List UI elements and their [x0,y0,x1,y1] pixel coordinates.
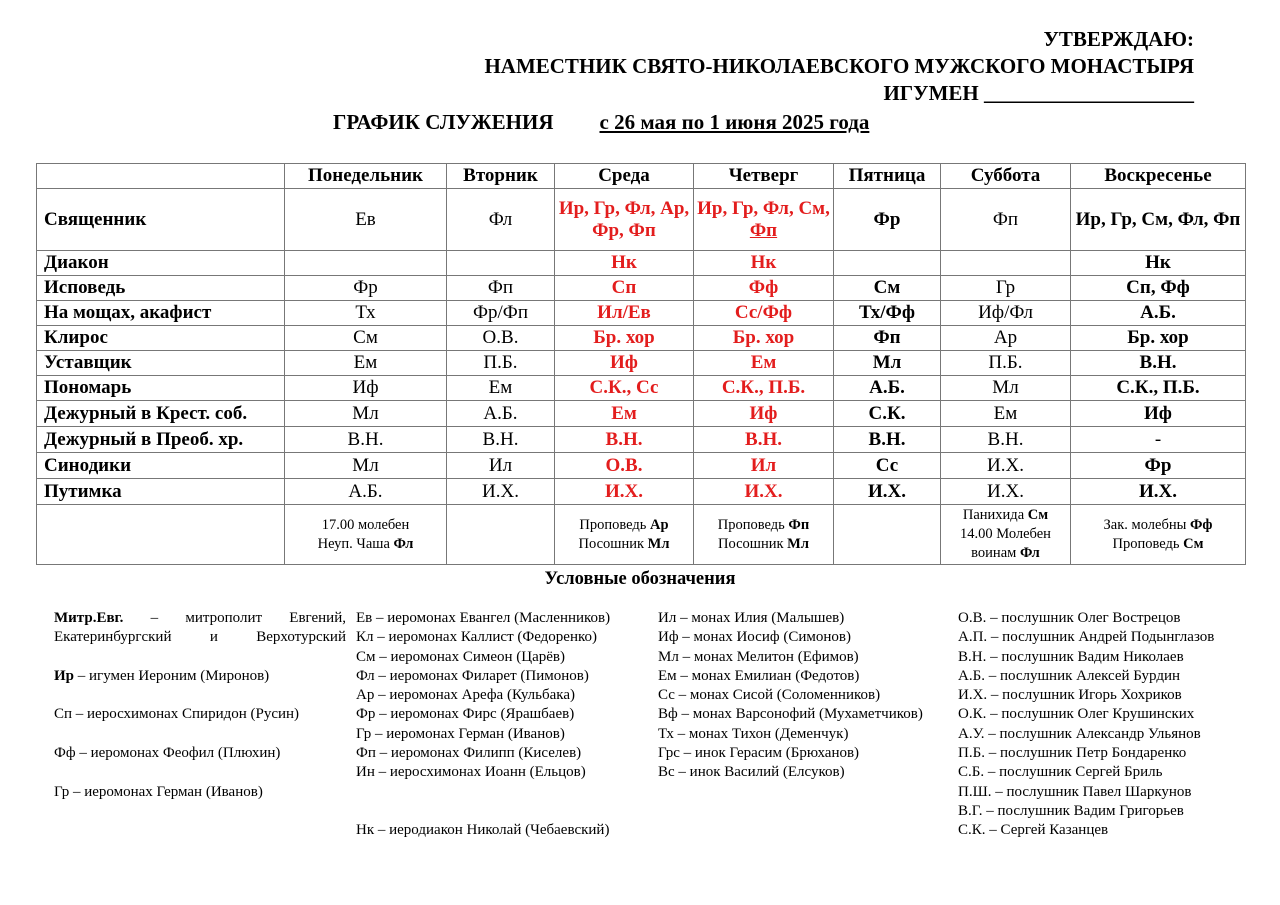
cell-wednesday: И.Х. [555,479,694,505]
cell-saturday: И.Х. [941,479,1071,505]
row-label: Диакон [37,251,285,276]
cell-wednesday: В.Н. [555,427,694,453]
document-title: ГРАФИК СЛУЖЕНИЯ [333,110,554,134]
cell-monday [285,251,447,276]
cell-saturday: Ар [941,326,1071,351]
schedule-period: с 26 мая по 1 июня 2025 года [599,110,870,134]
cell-thursday: Ем [694,351,834,376]
cell-tuesday: Фл [447,189,555,251]
cell-tuesday: П.Б. [447,351,555,376]
row-label: Уставщик [37,351,285,376]
legend-text: – игумен Иероним (Миронов) [74,667,270,684]
cell-tuesday: И.Х. [447,479,555,505]
cell-thursday: Сс/Фф [694,301,834,326]
legend-entry: Сс – монах Сисой (Соломенников) [658,687,881,704]
day-header-wednesday: Среда [555,164,694,189]
cell-tuesday: Фп [447,276,555,301]
cell-monday: Тх [285,301,447,326]
table-row-deacon [37,251,1246,276]
note-person: Фп [788,516,810,533]
cell-wednesday: Ем [555,401,694,427]
table-row-relics-akathist [37,301,1246,326]
note-saturday [941,505,1071,565]
legend-column-clergy [54,609,346,802]
note-person: Фф [1189,516,1213,533]
cell-thursday-underlined: Фп [749,219,778,241]
legend-column-novices [958,609,1214,841]
row-label: Священник [37,189,285,251]
legend-entry: С.К. – Сергей Казанцев [958,822,1109,839]
note-line [941,506,1070,525]
day-header-sunday: Воскресенье [1071,164,1246,189]
table-row-synodiki [37,453,1246,479]
cell-monday: Иф [285,376,447,401]
legend-entry: О.В. – послушник Олег Вострецов [958,610,1181,626]
note-line [941,544,1070,563]
approver-rank-signature-line: ИГУМЕН ____________________ [883,81,1194,105]
service-schedule-table [36,163,1246,565]
cell-friday: Фп [834,326,941,351]
note-text: Панихида [962,507,1028,523]
note-line [555,535,693,554]
legend-entry: Гр – иеромонах Герман (Иванов) [54,783,263,800]
note-tuesday [447,505,555,565]
legend-entry: Фр – иеромонах Фирс (Ярашбаев) [356,706,575,723]
note-person: Мл [647,535,670,552]
cell-sunday: - [1071,427,1246,453]
legend-entry: П.Б. – послушник Петр Бондаренко [958,745,1187,762]
cell-monday: Ем [285,351,447,376]
legend-entry [54,609,346,648]
legend-text: – митрополит Евгений, Екатеринбургский и Верхотурский [54,610,346,646]
legend-entry: Иф – монах Иосиф (Симонов) [658,629,851,646]
row-label: Исповедь [37,276,285,301]
header-corner [37,164,285,189]
cell-thursday: Бр. хор [694,326,834,351]
cell-sunday: Бр. хор [1071,326,1246,351]
legend-abbr: Ир [54,667,75,684]
note-line: 17.00 молебен [321,516,410,533]
cell-saturday: Гр [941,276,1071,301]
cell-thursday: Иф [694,401,834,427]
cell-saturday: Ем [941,401,1071,427]
legend-entry: Вс – инок Василий (Елсуков) [658,764,845,781]
note-line [285,535,446,554]
table-row-kliros [37,326,1246,351]
cell-friday: См [834,276,941,301]
document-title-row [333,110,869,135]
note-text: Проповедь [579,516,651,533]
cell-saturday: Фп [941,189,1071,251]
cell-thursday-text: Ир, Гр, Фл, См, [697,197,830,219]
cell-wednesday: Ил/Ев [555,301,694,326]
row-label: Путимка [37,479,285,505]
note-line: 14.00 Молебен [960,526,1051,542]
table-row-priest [37,189,1246,251]
cell-monday: Ев [285,189,447,251]
legend-entry: Фф – иеромонах Феофил (Плюхин) [54,745,281,762]
cell-wednesday: Ир, Гр, Фл, Ар, Фр, Фп [555,189,694,251]
cell-wednesday: Иф [555,351,694,376]
cell-wednesday: Сп [555,276,694,301]
cell-tuesday: Ем [447,376,555,401]
day-header-tuesday: Вторник [447,164,555,189]
legend-entry: Грс – инок Герасим (Брюханов) [658,745,860,762]
legend-entry: В.Г. – послушник Вадим Григорьев [958,802,1184,819]
cell-friday: А.Б. [834,376,941,401]
legend-entry: П.Ш. – послушник Павел Шаркунов [958,783,1192,800]
cell-sunday: И.Х. [1071,479,1246,505]
day-header-friday: Пятница [834,164,941,189]
table-row-duty-cross-cathedral [37,401,1246,427]
note-wednesday [555,505,694,565]
legend-entry: А.Б. – послушник Алексей Бурдин [958,667,1181,684]
note-line [555,516,693,535]
cell-saturday: В.Н. [941,427,1071,453]
cell-thursday: И.Х. [694,479,834,505]
legend-entry: Гр – иеромонах Герман (Иванов) [356,725,565,742]
cell-saturday: И.Х. [941,453,1071,479]
note-line [694,516,833,535]
table-row-confession [37,276,1246,301]
cell-monday: Мл [285,401,447,427]
legend-entry: Нк – иеродиакон Николай (Чебаевский) [356,822,610,839]
cell-sunday: А.Б. [1071,301,1246,326]
note-person: Фл [1019,545,1040,561]
note-thursday [694,505,834,565]
cell-thursday: Нк [694,251,834,276]
note-person: Фл [393,535,414,552]
cell-sunday: В.Н. [1071,351,1246,376]
cell-monday: Фр [285,276,447,301]
note-person: См [1183,535,1204,552]
cell-thursday: Фф [694,276,834,301]
legend-entry: В.Н. – послушник Вадим Николаев [958,648,1184,665]
cell-friday: Сс [834,453,941,479]
cell-saturday [941,251,1071,276]
cell-sunday: Иф [1071,401,1246,427]
cell-wednesday: О.В. [555,453,694,479]
cell-saturday: П.Б. [941,351,1071,376]
row-label: Дежурный в Преоб. хр. [37,427,285,453]
cell-tuesday [447,251,555,276]
row-label: Синодики [37,453,285,479]
note-monday [285,505,447,565]
note-person: Ар [650,516,669,533]
cell-monday: А.Б. [285,479,447,505]
cell-sunday: С.К., П.Б. [1071,376,1246,401]
cell-wednesday: С.К., Сс [555,376,694,401]
legend-column-monks [658,609,923,783]
cell-sunday: Ир, Гр, См, Фл, Фп [1071,189,1246,251]
table-row-ustavshchik [37,351,1246,376]
legend-entry: Кл – иеромонах Каллист (Федоренко) [356,629,598,646]
cell-saturday: Иф/Фл [941,301,1071,326]
cell-monday: См [285,326,447,351]
legend-entry: Фп – иеромонах Филипп (Киселев) [356,745,582,762]
note-person: Мл [787,535,809,552]
legend-entry: А.У. – послушник Александр Ульянов [958,725,1201,742]
row-label: Пономарь [37,376,285,401]
cell-monday: В.Н. [285,427,447,453]
cell-friday: В.Н. [834,427,941,453]
cell-thursday [694,189,834,251]
cell-tuesday: В.Н. [447,427,555,453]
table-row-ponomar [37,376,1246,401]
cell-thursday: В.Н. [694,427,834,453]
legend-title: Условные обозначения [544,569,736,589]
cell-sunday: Сп, Фф [1071,276,1246,301]
cell-thursday: Ил [694,453,834,479]
legend-entry: См – иеромонах Симеон (Царёв) [356,648,566,665]
row-label: Дежурный в Крест. соб. [37,401,285,427]
note-text: Проповедь [1112,535,1184,552]
note-line [1071,535,1245,554]
legend-entry: С.Б. – послушник Сергей Бриль [958,764,1163,781]
cell-friday [834,251,941,276]
cell-sunday: Фр [1071,453,1246,479]
table-row-notes [37,505,1246,565]
legend-entry: Тх – монах Тихон (Деменчук) [658,725,849,742]
legend-entry: Ил – монах Илия (Малышев) [658,610,845,626]
note-line [694,535,833,554]
note-text: Посошник [578,535,648,552]
approve-heading: УТВЕРЖДАЮ: [1043,27,1194,51]
cell-tuesday: О.В. [447,326,555,351]
legend-column-hieromonks [356,609,610,841]
cell-sunday: Нк [1071,251,1246,276]
cell-thursday: С.К., П.Б. [694,376,834,401]
table-row-putimka [37,479,1246,505]
cell-tuesday: А.Б. [447,401,555,427]
cell-friday: Мл [834,351,941,376]
legend-entry: О.К. – послушник Олег Крушинских [958,706,1195,723]
note-text: Посошник [718,535,788,552]
cell-saturday: Мл [941,376,1071,401]
legend-entry: Ин – иеросхимонах Иоанн (Ельцов) [356,764,586,781]
note-text: Проповедь [717,516,789,533]
legend-entry: А.П. – послушник Андрей Подынглазов [958,629,1215,646]
note-text: Неуп. Чаша [317,535,394,552]
row-label: Клирос [37,326,285,351]
note-person: См [1027,507,1049,523]
legend-entry: Ар – иеромонах Арефа (Кульбака) [356,687,576,704]
note-line [1071,516,1245,535]
legend-entry [54,667,346,686]
cell-tuesday: Ил [447,453,555,479]
note-friday [834,505,941,565]
approver-position: НАМЕСТНИК СВЯТО-НИКОЛАЕВСКОГО МУЖСКОГО МОНАСТЫРЯ [484,54,1194,78]
cell-wednesday: Нк [555,251,694,276]
note-sunday [1071,505,1246,565]
note-text: Зак. молебны [1103,516,1190,533]
cell-friday: И.Х. [834,479,941,505]
legend-entry: Мл – монах Мелитон (Ефимов) [658,648,859,665]
day-header-saturday: Суббота [941,164,1071,189]
legend-entry: Ев – иеромонах Евангел (Масленников) [356,610,611,626]
cell-friday: Тх/Фф [834,301,941,326]
legend-entry: Ем – монах Емилиан (Федотов) [658,667,860,684]
cell-monday: Мл [285,453,447,479]
legend-abbr: Митр.Евг. [54,610,124,626]
legend-entry: Вф – монах Варсонофий (Мухаметчиков) [658,706,923,723]
table-row-duty-transfiguration [37,427,1246,453]
day-header-thursday: Четверг [694,164,834,189]
legend-entry: Сп – иеросхимонах Спиридон (Русин) [54,706,300,723]
notes-label-empty [37,505,285,565]
row-label: На мощах, акафист [37,301,285,326]
legend-entry: Фл – иеромонах Филарет (Пимонов) [356,667,589,684]
day-header-monday: Понедельник [285,164,447,189]
table-header-row [37,164,1246,189]
cell-friday: Фр [834,189,941,251]
cell-wednesday: Бр. хор [555,326,694,351]
cell-friday: С.К. [834,401,941,427]
note-text: воинам [971,545,1020,561]
cell-tuesday: Фр/Фп [447,301,555,326]
legend-entry: И.Х. – послушник Игорь Хохриков [958,687,1182,704]
